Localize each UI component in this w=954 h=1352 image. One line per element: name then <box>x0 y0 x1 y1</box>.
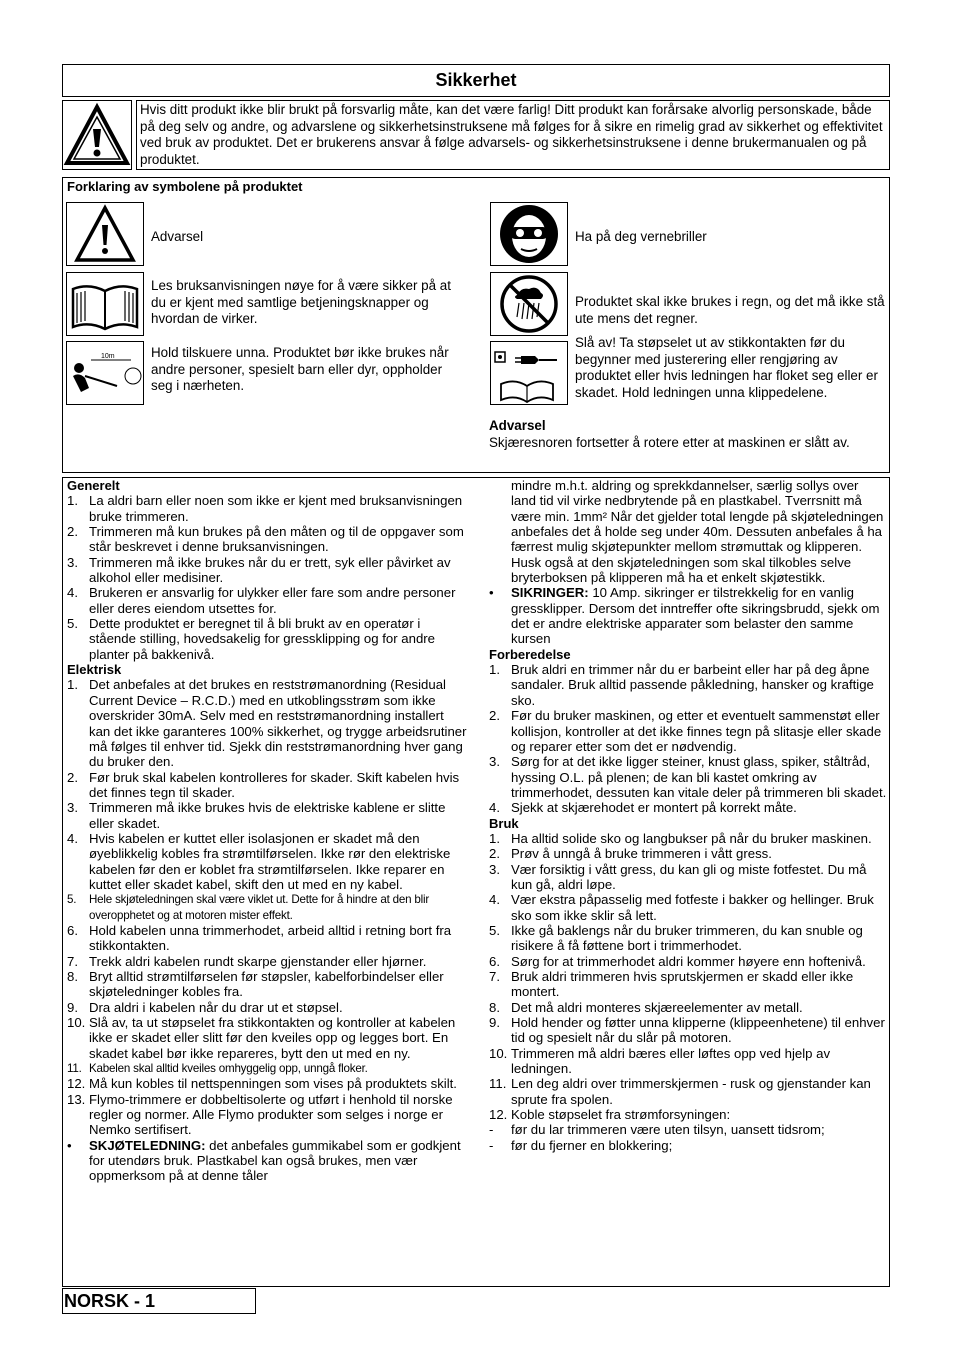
item-text: Hold kabelen unna trimmerhodet, arbeid alltid i retning bort fra stikkontakten. <box>89 922 452 954</box>
bullet: • <box>489 585 494 601</box>
list-item <box>67 923 467 954</box>
advarsel-text: Skjæresnoren fortsetter å rotere etter at maskinen er slått av. <box>489 435 850 450</box>
item-number: 6. <box>489 953 500 969</box>
item-number: 7. <box>67 953 78 969</box>
item-number: 3. <box>489 754 500 770</box>
item-text: Trimmeren må ikke brukes hvis de elektriske kablene er slitte eller skadet. <box>89 800 446 831</box>
item-number: 4. <box>489 892 500 908</box>
item-text: før du lar trimmeren være uten tilsyn, uansett tidsrom; <box>511 1122 825 1138</box>
list-item <box>67 1015 467 1061</box>
item-text: Ikke gå baklengs når du bruker trimmeren, du kan snuble og risikere å få føttene bort i trimmerhodet. <box>511 922 863 954</box>
item-number: 11. <box>67 1062 82 1076</box>
item-number: - <box>489 1122 494 1138</box>
list-item <box>489 846 887 861</box>
item-number: 4. <box>489 800 500 816</box>
list-item <box>67 1092 467 1138</box>
item-text: Len deg aldri over trimmerskjermen - rusk og gjenstander kan sprute fra spolen. <box>511 1076 871 1107</box>
list-item <box>489 892 887 923</box>
list-item <box>489 862 887 893</box>
list-item <box>489 1076 887 1107</box>
goggles-icon <box>490 202 568 266</box>
item-text: Sørg for at det ikke ligger steiner, knust glass, spiker, ståltråd, hyssing O.L. på plenen; de kan bli kastet omkring av trimmerhodet, dessuten kan vitale deler på trimmeren bli skadet. <box>511 754 887 800</box>
list-item <box>489 708 887 754</box>
item-number: 2. <box>67 769 78 785</box>
warning-label: Advarsel <box>151 229 204 244</box>
item-number: 5. <box>489 922 500 938</box>
list-item <box>489 923 887 954</box>
item-text: Flymo-trimmere er dobbeltisolerte og utført i henhold til norske regler og normer. Alle Flymo produkter som selges i norge er Nemko sertifisert. <box>89 1091 453 1138</box>
section-heading-elektrisk: Elektrisk <box>67 662 122 678</box>
list-item <box>489 1122 887 1137</box>
list-item <box>67 677 467 769</box>
sikringer-label: SIKRINGER: <box>511 585 589 601</box>
item-text: Bruk aldri en trimmer når du er barbeint eller har på deg åpne sandaler. Bruk alltid passende påkledning, hansker og kraftige sko. <box>511 662 874 708</box>
advarsel-heading: Advarsel <box>489 418 546 433</box>
list-item <box>67 892 467 923</box>
item-text: Vær ekstra påpasselig med fotfeste i bakker og hellinger. Bruk sko som ikke sklir så lett. <box>511 892 874 923</box>
list-item <box>489 800 887 815</box>
item-text: Bruk aldri trimmeren hvis sprutskjermen er skadd eller ikke montert. <box>511 969 854 1000</box>
item-text: La aldri barn eller noen som ikke er kjent med bruksanvisningen bruke trimmeren. <box>89 493 463 524</box>
item-text: Trimmeren må ikke brukes når du er trett, syk eller påvirket av alkohol eller medisiner. <box>89 554 451 586</box>
item-number: 9. <box>67 999 78 1015</box>
read-manual-icon <box>66 272 144 336</box>
sikringer-text: 10 Amp. sikringer er tilstrekkelig for en vanlig gressklipper. Dersom det inntreffer ofte sikringsbrudd, sjekk om det er andre elektriske apparater som belaster den samme kursen <box>511 585 880 647</box>
list-item <box>67 831 467 892</box>
item-text: Hold hender og føtter unna klipperne (klippeenhetene) til enhver tid og spesielt når du slår på motoren. <box>511 1015 885 1046</box>
item-number: 12. <box>489 1107 508 1123</box>
item-number: 3. <box>67 800 78 816</box>
item-number: 9. <box>489 1015 500 1031</box>
list-item <box>489 969 887 1000</box>
section-heading-forberedelse: Forberedelse <box>489 646 571 662</box>
item-text: Trimmeren må kun brukes på den måten og til de oppgaver som står beskrevet i denne bruksanvisningen. <box>89 524 464 555</box>
item-number: 13. <box>67 1091 86 1107</box>
item-number: 4. <box>67 830 78 846</box>
item-number: 3. <box>67 554 78 570</box>
list-item <box>67 524 467 555</box>
rain-label: Produktet skal ikke brukes i regn, og det må ikke stå ute mens det regner. <box>575 294 885 326</box>
list-item <box>67 1076 467 1091</box>
item-number: 7. <box>489 969 500 984</box>
no-rain-icon <box>490 272 568 336</box>
item-number: 8. <box>67 969 78 984</box>
item-text: Brukeren er ansvarlig for ulykker eller fare som andre personer eller deres eiendom utsettes for. <box>89 585 456 616</box>
item-number: - <box>489 1137 494 1153</box>
item-text: Må kun kobles til nettspenningen som vises på produktets skilt. <box>89 1076 457 1092</box>
item-number: 5. <box>67 616 78 632</box>
item-text: Dette produktet er beregnet til å bli brukt av en operatør i stående stilling, hovedsakelig for gressklipping og for andre planter på bakkenivå. <box>89 616 436 662</box>
list-item <box>489 1015 887 1046</box>
list-item <box>67 800 467 831</box>
item-text: Trimmeren må aldri bæres eller løftes opp ved hjelp av ledningen. <box>511 1045 831 1077</box>
item-text: Hele skjøteledningen skal være viklet ut. Dette for å hindre at den blir overopphetet og at motoren mister effekt. <box>89 893 430 922</box>
item-text: Ha alltid solide sko og langbukser på når du bruker maskinen. <box>511 830 872 846</box>
item-text: Før bruk skal kabelen kontrolleres for skader. Skift kabelen hvis det finnes tegn til skader. <box>89 769 460 800</box>
item-text: Sørg for at trimmerhodet aldri kommer høyere enn hoftenivå. <box>511 953 866 969</box>
intro-text: Hvis ditt produkt ikke blir brukt på forsvarlig måte, kan det være farlig! Ditt produkt kan forårsake alvorlig personskade, både på deg selv og andre, og advarslene og sikkerhetsinstruksene må følges for å sikre en rimelig grad av sikkerhet og effektivitet ved bruk av produktet. Det er brukerens ansvar å følge advarsels- og sikkerhetsinstruksene i denne brukermanualen og på produktet. <box>136 100 890 170</box>
list-item <box>67 1061 467 1076</box>
bystanders-icon <box>66 341 144 405</box>
item-number: 1. <box>489 830 500 846</box>
skjoteledning-label: SKJØTELEDNING: <box>89 1137 206 1153</box>
skjoteledning-continued: mindre m.h.t. aldring og sprekkdannelser, særlig sollys over land tid vil virke nedbrytende på en plastkabel. Tverrsnitt må være min. 1mm² Når det gjelder total lengde på skjøteledningen anbefales det å holde seg under 40m. Dessuten anbefales å ha færrest mulig skjøtepunkter mellom strømuttak og klipperen. Husk også at den skjøteledningen som skal tilkobles selve bryterboksen på klipperen må ha et enkelt skjøtestikk. <box>511 478 884 586</box>
list-item <box>489 754 887 800</box>
unplug-icon <box>490 341 568 405</box>
bullet: • <box>67 1137 72 1153</box>
item-number: 2. <box>489 846 500 862</box>
item-number: 10. <box>489 1045 508 1061</box>
item-text: Sjekk at skjærehodet er montert på korrekt måte. <box>511 800 797 816</box>
item-text: før du fjerner en blokkering; <box>511 1137 673 1153</box>
item-number: 10. <box>67 1015 86 1031</box>
safety-instructions <box>62 477 890 1287</box>
item-number: 4. <box>67 585 78 601</box>
item-text: Bryt alltid strømtilførselen før støpsler, kabelforbindelser eller skjøteledninger kobles fra. <box>89 969 444 1000</box>
symbols-section <box>62 177 890 473</box>
warning-triangle-icon <box>62 100 132 170</box>
symbols-heading: Forklaring av symbolene på produktet <box>67 179 303 194</box>
item-number: 1. <box>67 493 78 509</box>
list-item <box>489 662 887 708</box>
item-number: 12. <box>67 1076 86 1092</box>
item-text: Dra aldri i kabelen når du drar ut et støpsel. <box>89 999 343 1015</box>
item-text: Vær forsiktig i vått gress, du kan gli og miste fotfestet. Du må kun gå, aldri løpe. <box>511 861 867 892</box>
item-number: 2. <box>67 524 78 540</box>
item-number: 2. <box>489 708 500 724</box>
item-text: Kabelen skal alltid kveiles omhyggelig opp, unngå floker. <box>89 1062 368 1076</box>
item-number: 11. <box>489 1076 507 1092</box>
unplug-label: Slå av! Ta støpselet ut av stikkontakten før du begynner med justerering eller rengjøring av produktet eller hvis ledningen har floket seg eller er skadet. Hold ledningen unna klippedelene. <box>575 335 878 400</box>
list-item <box>67 616 467 662</box>
list-item <box>67 1138 467 1184</box>
list-item <box>489 585 887 646</box>
page-title: Sikkerhet <box>62 64 890 97</box>
item-text: Prøv å unngå å bruke trimmeren i vått gress. <box>511 846 772 862</box>
list-item <box>67 585 467 616</box>
bystanders-label: Hold tilskuere unna. Produktet bør ikke brukes når andre personer, spesielt barn eller dyr, oppholder seg i nærheten. <box>151 345 449 393</box>
item-text: Det må aldri monteres skjæreelementer av metall. <box>511 999 803 1015</box>
list-item <box>67 770 467 801</box>
item-text: Slå av, ta ut støpselet fra stikkontakten og kontroller at kabelen ikke er skadet eller slitt før den kveiles opp og legges bort. En skadet kabel bør ikke repareres, bytt den ut med en ny. <box>89 1015 456 1061</box>
list-item <box>489 1046 887 1077</box>
item-number: 1. <box>489 662 500 678</box>
list-item <box>489 1138 887 1153</box>
goggles-label: Ha på deg vernebriller <box>575 229 707 244</box>
list-item <box>67 555 467 586</box>
item-text: Koble støpselet fra strømforsyningen: <box>511 1107 731 1123</box>
list-item <box>67 493 467 524</box>
manual-label: Les bruksanvisningen nøye for å være sikker på at du er kjent med samtlige betjeningsknapper og hvordan de virker. <box>151 278 451 326</box>
skjoteledning-text: det anbefales gummikabel som er godkjent for utendørs bruk. Plastkabel kan også brukes, men vær oppmerksom på at denne tåler <box>89 1137 461 1184</box>
section-heading-bruk: Bruk <box>489 815 519 831</box>
list-item <box>67 969 467 1000</box>
list-item <box>489 1000 887 1015</box>
list-item <box>489 831 887 846</box>
right-column <box>489 478 887 1153</box>
item-text: Før du bruker maskinen, og etter et eventuelt sammenstøt eller kollisjon, kontroller at det ikke finnes tegn på slitasje eller skade og reparer etter som det er nødvendig. <box>511 708 882 754</box>
bystanders-distance: 10m <box>101 353 115 360</box>
item-text: Trekk aldri kabelen rundt skarpe gjenstander eller hjørner. <box>89 953 427 969</box>
list-item <box>489 1107 887 1122</box>
list-item <box>489 954 887 969</box>
item-number: 3. <box>489 861 500 877</box>
item-number: 5. <box>67 893 77 907</box>
item-number: 6. <box>67 922 78 938</box>
list-item <box>67 954 467 969</box>
warning-icon <box>66 202 144 266</box>
list-item <box>67 1000 467 1015</box>
item-text: Hvis kabelen er kuttet eller isolasjonen er skadet må den øyeblikkelig kobles fra strømtilførselen. Ikke rør den elektriske kabelen før den er koblet fra strømtilførselen. Ikke reparer en kuttet eller skadet kabel, skift den ut med en ny kabel. <box>89 830 451 892</box>
page-footer: NORSK - 1 <box>62 1288 256 1314</box>
item-number: 8. <box>489 999 500 1015</box>
left-column <box>67 478 467 1184</box>
item-text: Det anbefales at det brukes en reststrømanordning (Residual Current Device – R.C.D.) med en utkoblingsstrøm som ikke overskrider 30mA. Selv med en reststrømanordning installert kan det ikke garanteres 100% sikkerhet, og trygge arbeidsrutiner må følges til enhver tid. Sjekk din reststrømanordning hver gang du bruker den. <box>89 677 467 770</box>
section-heading-generelt: Generelt <box>67 478 120 493</box>
item-number: 1. <box>67 677 78 693</box>
